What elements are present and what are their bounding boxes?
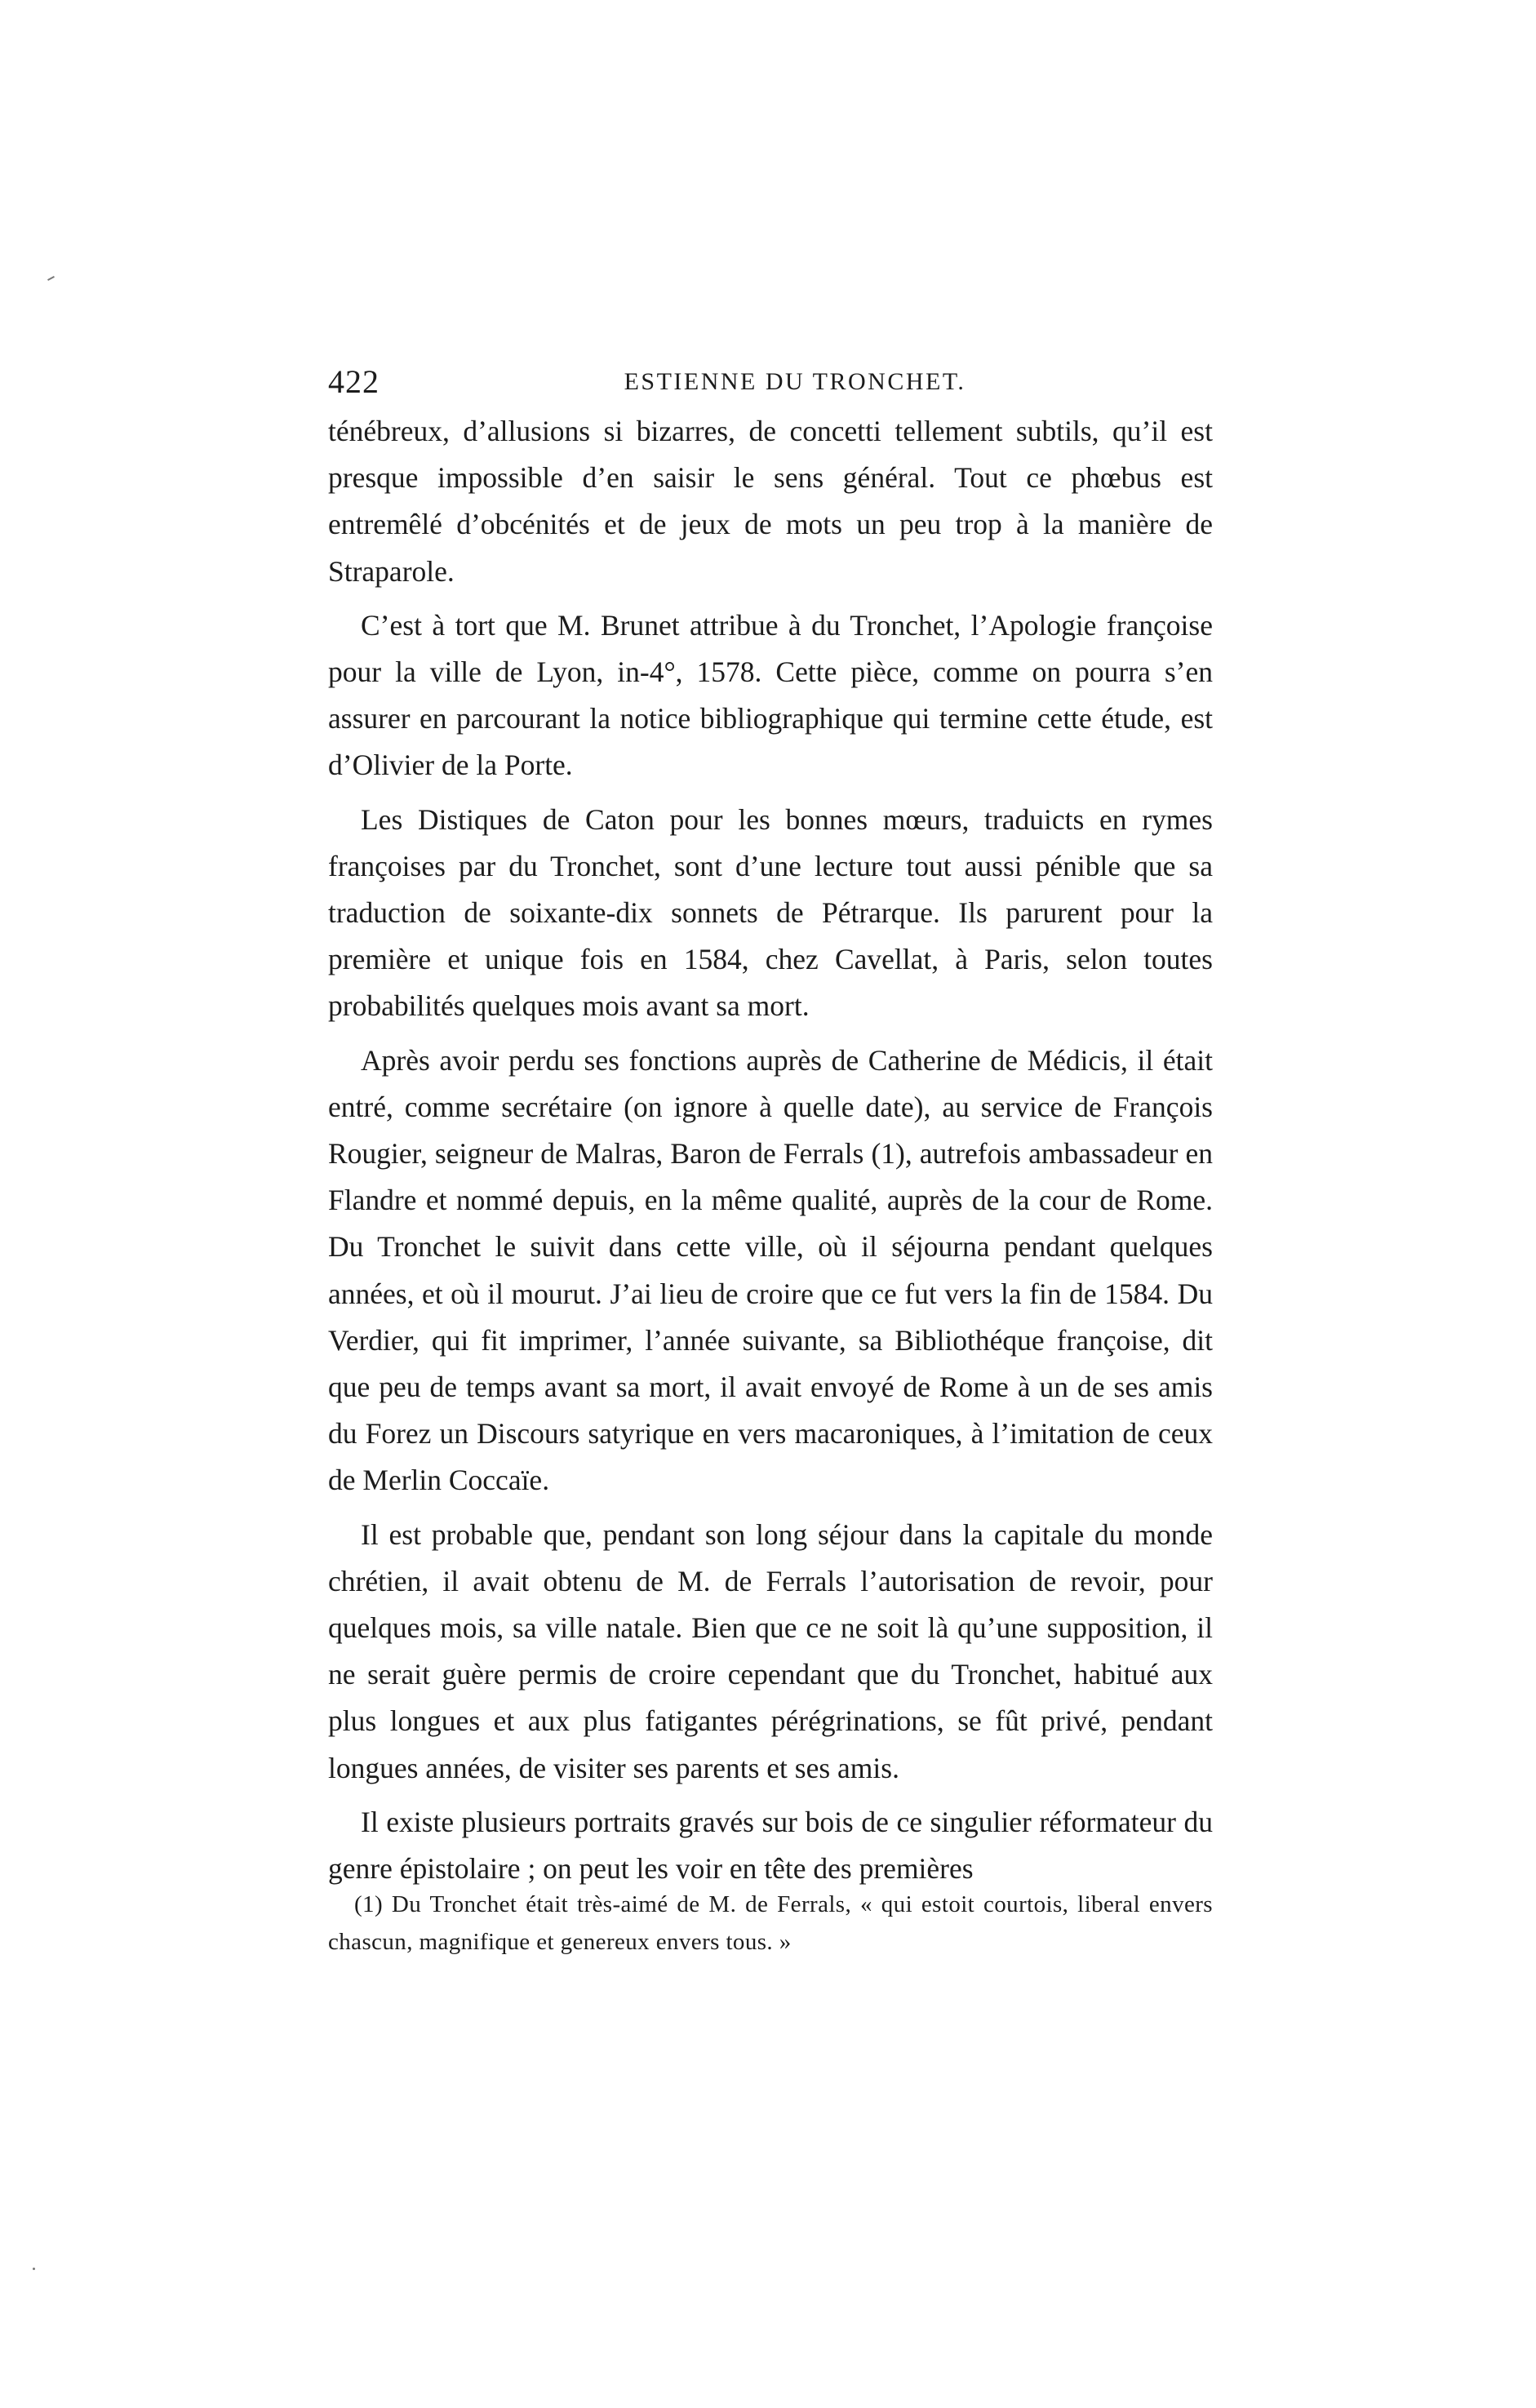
footnote: (1) Du Tronchet était très-aimé de M. de Ferrals, « qui estoit courtois, liberal envers chascun, magnifique et genereux envers tous. »	[328, 1891, 1213, 1955]
paragraph: Il existe plusieurs portraits gravés sur bois de ce singulier réformateur du genre épistolaire ; on peut les voir en tête des premières	[328, 1805, 1213, 1886]
paragraph: Après avoir perdu ses fonctions auprès de Catherine de Médicis, il était entré, comme secrétaire (on ignore à quelle date), au service de François Rougier, seigneur de Malras, Baron de Ferrals (1), autrefois ambassadeur en Flandre et nommé depuis, en la même qualité, auprès de la cour de Rome. Du Tronchet le suivit dans cette ville, où il séjourna pendant quelques années, et où il mourut. J’ai lieu de croire que ce fut vers la fin de 1584. Du Verdier, qui fit imprimer, l’année suivante, sa Bibliothéque françoise, dit que peu de temps avant sa mort, il avait envoyé de Rome à un de ses amis du Forez un Discours satyrique en vers macaroniques, à l’imitation de ceux de Merlin Coccaïe.	[328, 1043, 1213, 1497]
page-header	[328, 359, 1213, 405]
scan-speck	[33, 2268, 35, 2270]
paragraph: Les Distiques de Caton pour les bonnes mœurs, traduicts en rymes françoises par du Tronchet, sont d’une lecture tout aussi pénible que sa traduction de soixante-dix sonnets de Pétrarque. Ils parurent pour la première et unique fois en 1584, chez Cavellat, à Paris, selon toutes probabilités quelques mois avant sa mort.	[328, 802, 1213, 1023]
running-title: ESTIENNE DU TRONCHET.	[624, 368, 966, 395]
paragraph: Il est probable que, pendant son long séjour dans la capitale du monde chrétien, il avait obtenu de M. de Ferrals l’autorisation de revoir, pour quelques mois, sa ville natale. Bien que ce ne soit là qu’une supposition, il ne serait guère permis de croire cependant que du Tronchet, habitué aux plus longues et aux plus fatigantes pérégrinations, se fût privé, pendant longues années, de visiter ses parents et ses amis.	[328, 1517, 1213, 1784]
footnotes	[328, 1886, 1213, 1961]
page-number: 422	[328, 363, 380, 400]
scan-speck	[47, 276, 55, 281]
body-text	[328, 408, 1213, 1892]
paragraph: C’est à tort que M. Brunet attribue à du Tronchet, l’Apologie françoise pour la ville de Lyon, in-4°, 1578. Cette pièce, comme on pourra s’en assurer en parcourant la notice bibliographique qui termine cette étude, est d’Olivier de la Porte.	[328, 608, 1213, 782]
paragraph: ténébreux, d’allusions si bizarres, de concetti tellement subtils, qu’il est presque impossible d’en saisir le sens général. Tout ce phœbus est entremêlé d’obcénités et de jeux de mots un peu trop à la manière de Straparole.	[328, 415, 1213, 588]
